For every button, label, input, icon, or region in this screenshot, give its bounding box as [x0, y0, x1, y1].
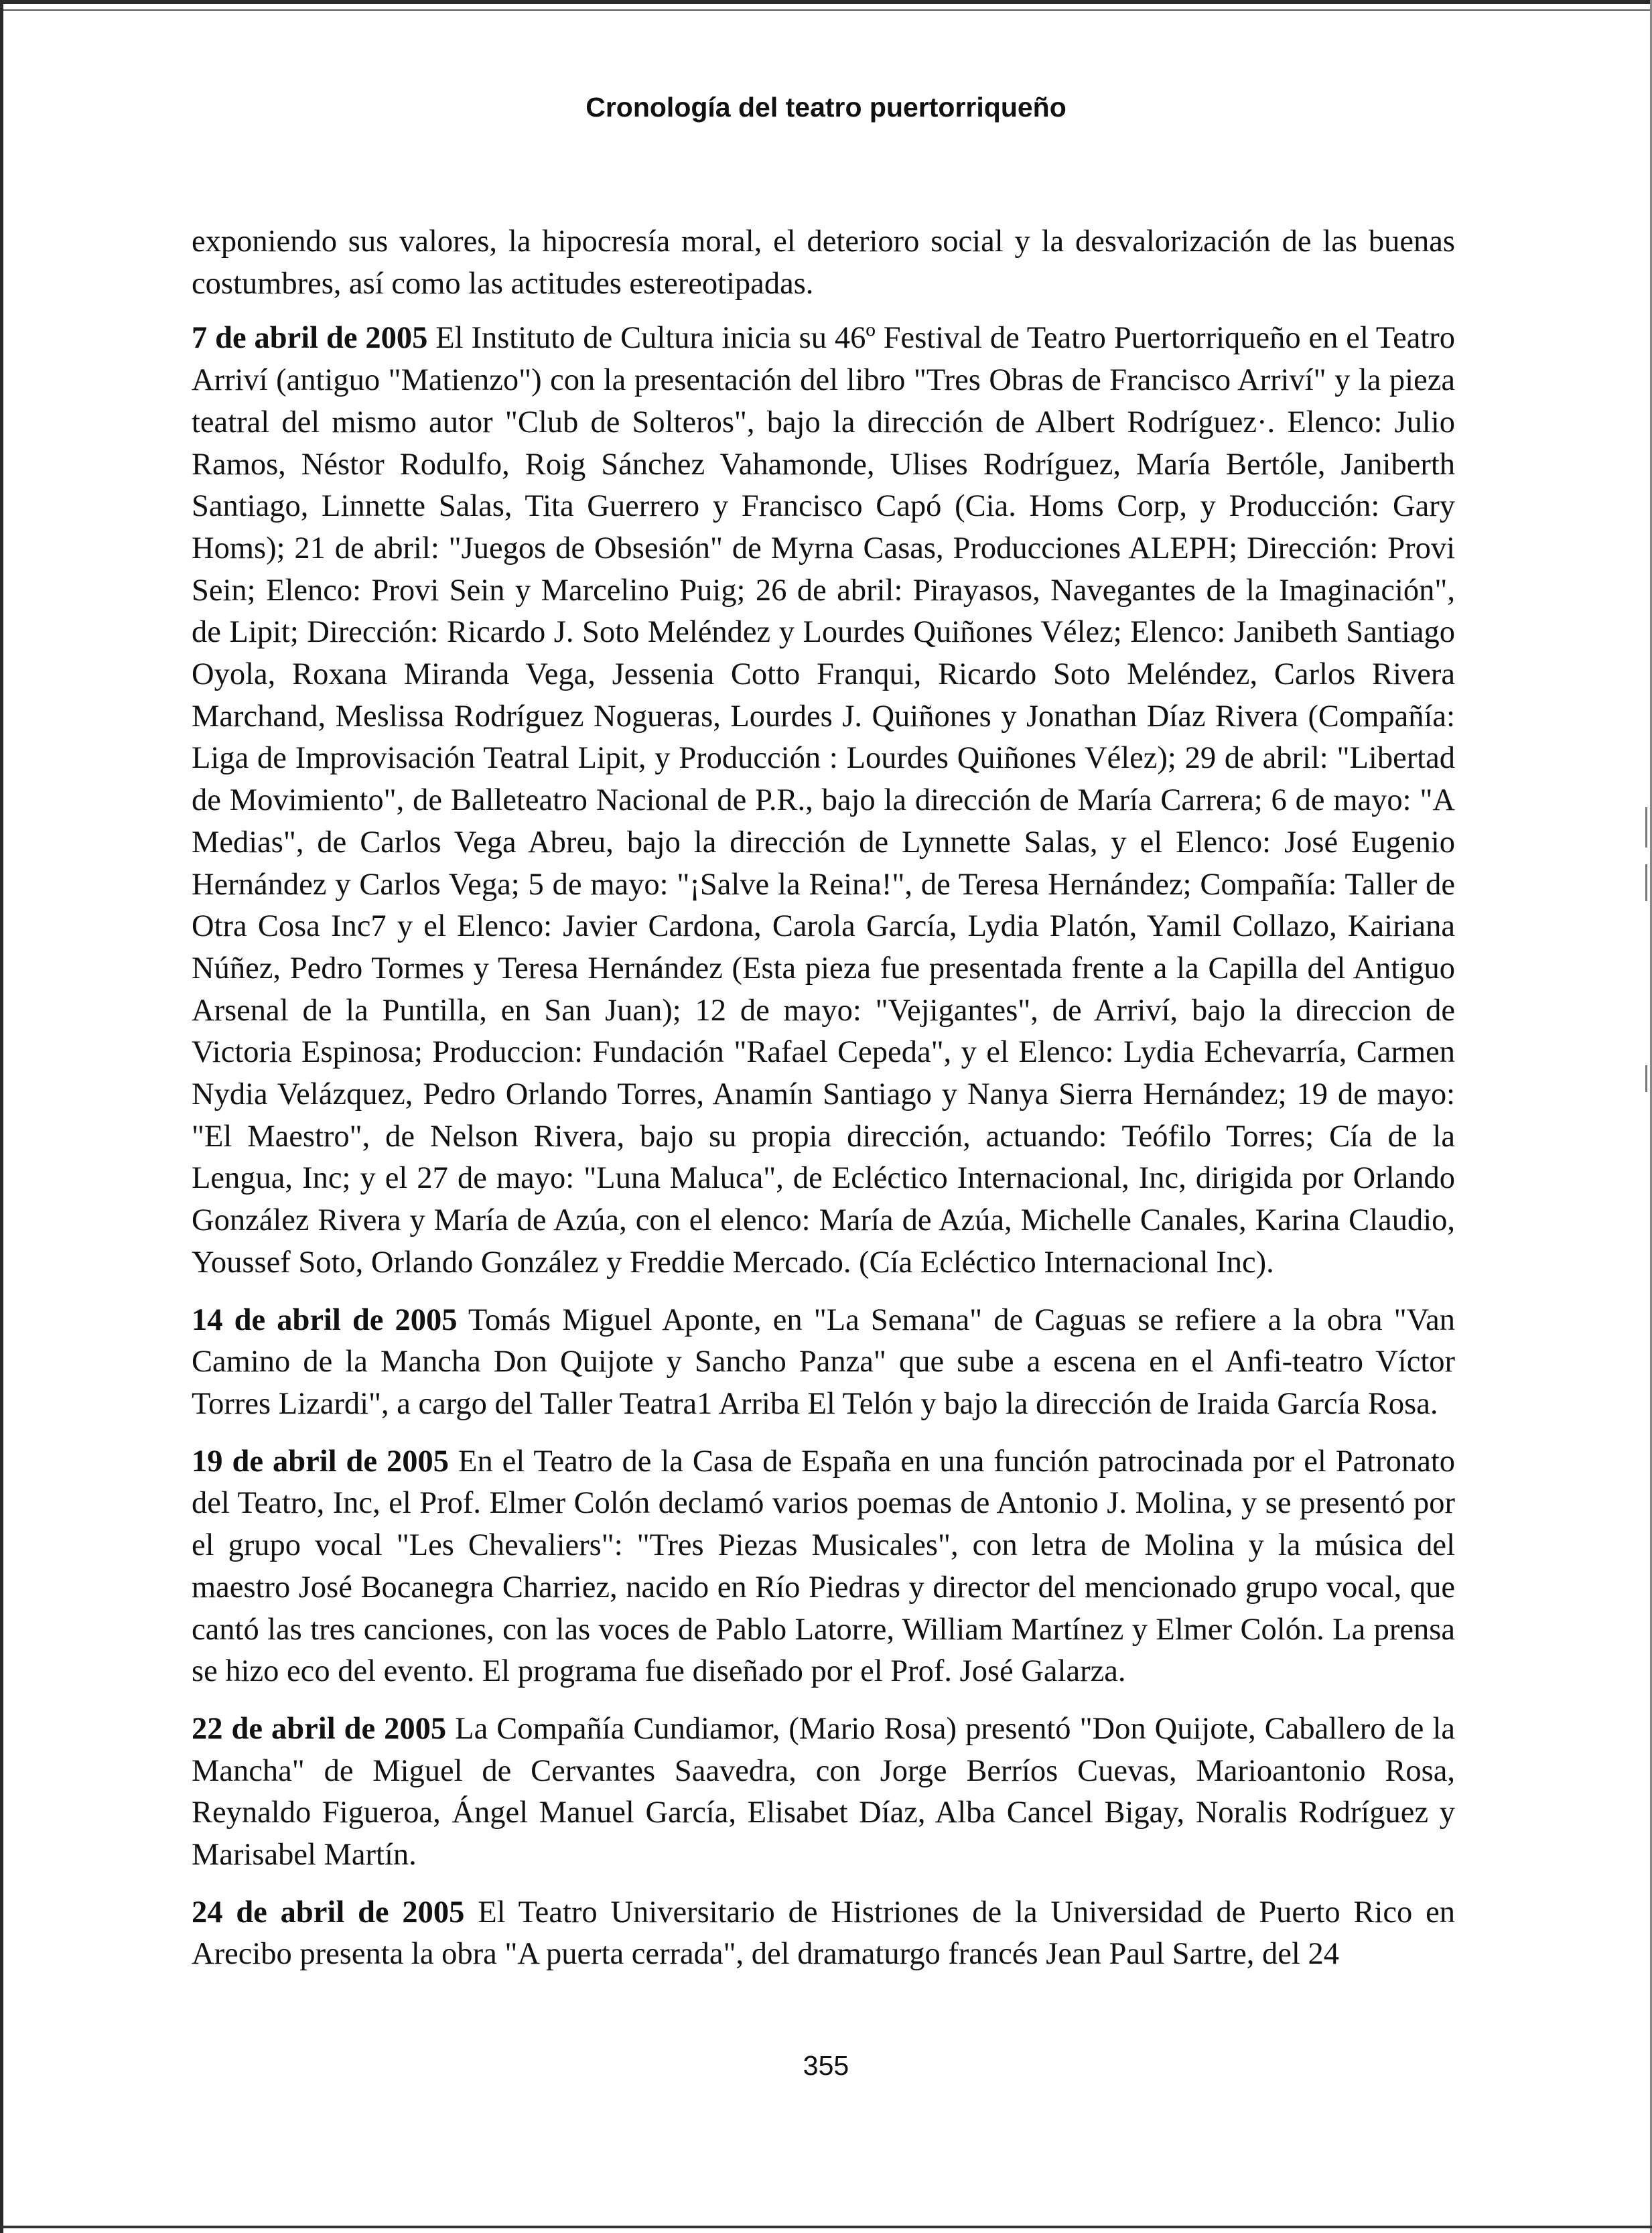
entry-text: El Teatro Universitario de Histriones de la Universidad de Puerto Rico en Arecibo presenta la obra "A puerta cerrada", del dramaturgo francés Jean Paul Sartre, del 24 — [192, 1895, 1455, 1972]
scan-margin-mark — [1645, 807, 1647, 848]
entry-text: exponiendo sus valores, la hipocresía moral, el deterioro social y la desvalorización de las buenas costumbres, así como las actitudes estereotipadas. — [192, 224, 1455, 301]
entry-text: En el Teatro de la Casa de España en una función patrocinada por el Patronato del Teatro, Inc, el Prof. Elmer Colón declamó varios poemas de Antonio J. Molina, y se presentó por el grupo vocal "Les Chevaliers": "Tres Piezas Musicales", con letra de Molina y la música del maestro José Bocanegra Charriez, nacido en Río Piedras y director del mencionado grupo vocal, que cantó las tres canciones, con las voces de Pablo Latorre, William Martínez y Elmer Colón. La prensa se hizo eco del evento. El programa fue diseñado por el Prof. José Galarza. — [192, 1444, 1456, 1689]
entry-date: 24 de abril de 2005 — [192, 1895, 465, 1930]
chronology-text — [192, 221, 1455, 1976]
entry-continuation — [192, 221, 1455, 305]
scan-border-bottom — [0, 2226, 1652, 2228]
entry-date: 14 de abril de 2005 — [192, 1302, 458, 1337]
scan-border-left — [0, 0, 3, 2233]
entry-date: 19 de abril de 2005 — [192, 1444, 450, 1479]
entry — [192, 1441, 1455, 1693]
entry — [192, 1300, 1455, 1426]
entry — [192, 1708, 1455, 1877]
entry-text: La Compañía Cundiamor, (Mario Rosa) presentó "Don Quijote, Caballero de la Mancha" de Miguel de Cervantes Saavedra, con Jorge Berríos Cuevas, Marioantonio Rosa, Reynaldo Figueroa, Ángel Manuel García, Elisabet Díaz, Alba Cancel Bigay, Noralis Rodríguez y Marisabel Martín. — [192, 1711, 1455, 1873]
page-number: 355 — [803, 2050, 849, 2081]
scan-border-top — [0, 0, 1652, 4]
entry-text: Tomás Miguel Aponte, en "La Semana" de Caguas se refiere a la obra "Van Camino de la Mancha Don Quijote y Sancho Panza" que sube a escena en el Anfi-teatro Víctor Torres Lizardi", a cargo del Taller Teatra1 Arriba El Telón y bajo la dirección de Iraida García Rosa. — [192, 1302, 1455, 1421]
entry-text: El Instituto de Cultura inicia su 46º Festival de Teatro Puertorriqueño en el Teatro Arriví (antiguo "Matienzo") con la presentación del libro "Tres Obras de Francisco Arriví" y la pieza teatral del mismo autor "Club de Solteros", bajo la dirección de Albert Rodríguez·. Elenco: Julio Ramos, Néstor Rodulfo, Roig Sánchez Vahamonde, Ulises Rodríguez, María Bertóle, Janiberth Santiago, Linnette Salas, Tita Guerrero y Francisco Capó (Cia. Homs Corp, y Producción: Gary Homs); 21 de abril: "Juegos de Obsesión" de Myrna Casas, Producciones ALEPH; Dirección: Provi Sein; Elenco: Provi Sein y Marcelino Puig; 26 de abril: Pirayasos, Navegantes de la Imaginación", de Lipit; Dirección: Ricardo J. Soto Meléndez y Lourdes Quiñones Vélez; Elenco: Janibeth Santiago Oyola, Roxana Miranda Vega, Jessenia Cotto Franqui, Ricardo Soto Meléndez, Carlos Rivera Marchand, Meslissa Rodríguez Nogueras, Lourdes J. Quiñones y Jonathan Díaz Rivera (Compañía: Liga de Improvisación Teatral Lipit, y Producción : Lourdes Quiñones Vélez); 29 de abril: "Libertad de Movimiento", de Balleteatro Nacional de P.R., bajo la dirección de María Carrera; 6 de mayo: "A Medias", de Carlos Vega Abreu, bajo la dirección de Lynnette Salas, y el Elenco: José Eugenio Hernández y Carlos Vega; 5 de mayo: "¡Salve la Reina!", de Teresa Hernández; Compañía: Taller de Otra Cosa Inc7 y el Elenco: Javier Cardona, Carola García, Lydia Platón, Yamil Collazo, Kairiana Núñez, Pedro Tormes y Teresa Hernández (Esta pieza fue presentada frente a la Capilla del Antiguo Arsenal de la Puntilla, en San Juan); 12 de mayo: "Vejigantes", de Arriví, bajo la direccion de Victoria Espinosa; Produccion: Fundación "Rafael Cepeda", y el Elenco: Lydia Echevarría, Carmen Nydia Velázquez, Pedro Orlando Torres, Anamín Santiago y Nanya Sierra Hernández; 19 de mayo: "El Maestro", de Nelson Rivera, bajo su propia dirección, actuando: Teófilo Torres; Cía de la Lengua, Inc; y el 27 de mayo: "Luna Maluca", de Ecléctico Internacional, Inc, dirigida por Orlando González Rivera y María de Azúa, con el elenco: María de Azúa, Michelle Canales, Karina Claudio, Youssef Soto, Orlando González y Freddie Mercado. (Cía Ecléctico Internacional Inc). — [192, 321, 1455, 1280]
scan-margin-mark — [1645, 1065, 1647, 1092]
running-head: Cronología del teatro puertorriqueño — [586, 92, 1066, 123]
entry-date: 22 de abril de 2005 — [192, 1711, 447, 1746]
entry-date: 7 de abril de 2005 — [192, 321, 428, 356]
scan-margin-mark — [1645, 864, 1647, 901]
entry — [192, 318, 1455, 1284]
entry — [192, 1892, 1455, 1976]
scan-border-top-inner — [0, 9, 1652, 11]
